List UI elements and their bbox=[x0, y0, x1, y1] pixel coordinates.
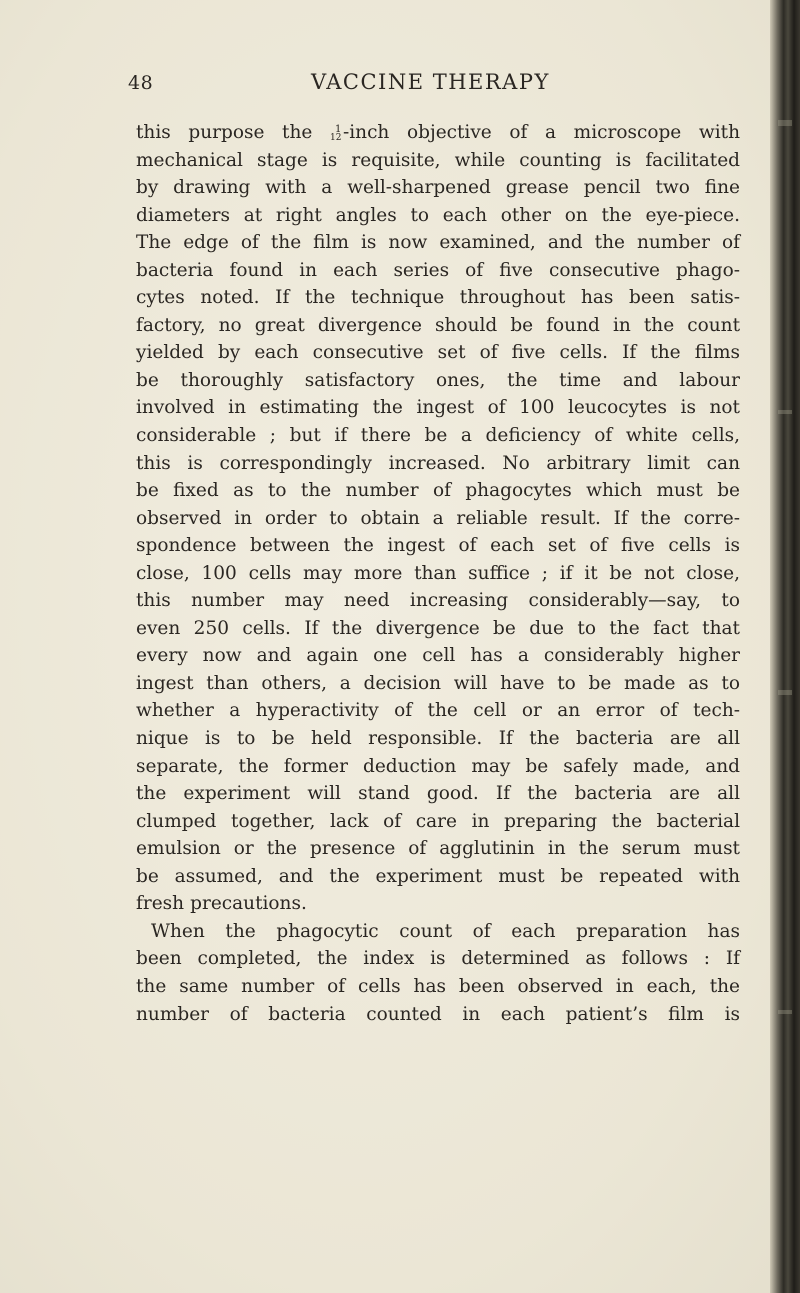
edge-speck bbox=[778, 410, 792, 414]
text-line: mechanical stage is requisite, while counting is facilitated bbox=[136, 149, 740, 171]
text-line-start: this purpose the bbox=[136, 122, 330, 143]
text-line: ingest than others, a decision will have to be made as to bbox=[136, 672, 740, 694]
text-line: be fixed as to the number of phagocytes which must be bbox=[136, 480, 740, 502]
text-line: considerable ; but if there be a deficiency of white cells, bbox=[136, 425, 740, 447]
text-line: The edge of the film is now examined, and the number of bbox=[136, 232, 740, 254]
text-line: be thoroughly satisfactory ones, the time and labour bbox=[136, 369, 740, 391]
text-line: the same number of cells has been observed in each, the bbox=[136, 975, 740, 997]
text-line: number of bacteria counted in each patient’s film is bbox=[136, 1003, 740, 1025]
text-line-end: -inch objective of a microscope with bbox=[342, 122, 740, 143]
text-line: diameters at right angles to each other on the eye-piece. bbox=[136, 204, 740, 226]
text-line: be assumed, and the experiment must be repeated with bbox=[136, 865, 740, 887]
edge-speck bbox=[778, 120, 792, 126]
running-head bbox=[0, 62, 770, 102]
page-edge-shadow bbox=[770, 0, 800, 1293]
text-line: yielded by each consecutive set of five cells. If the films bbox=[136, 342, 740, 364]
page-number: 48 bbox=[128, 72, 154, 94]
text-line: cytes noted. If the technique throughout has been satis- bbox=[136, 287, 740, 309]
paragraph bbox=[136, 119, 740, 918]
text-line: bacteria found in each series of five consecutive phago- bbox=[136, 259, 740, 281]
text-line: even 250 cells. If the divergence be due to the fact that bbox=[136, 617, 740, 639]
body-text bbox=[136, 119, 740, 1028]
text-line: spondence between the ingest of each set of five cells is bbox=[136, 535, 740, 557]
running-title: VACCINE THERAPY bbox=[311, 70, 550, 94]
text-line: factory, no great divergence should be found in the count bbox=[136, 314, 740, 336]
text-line bbox=[136, 119, 740, 147]
text-line: separate, the former deduction may be safely made, and bbox=[136, 755, 740, 777]
text-line: observed in order to obtain a reliable result. If the corre- bbox=[136, 507, 740, 529]
text-line: involved in estimating the ingest of 100 leucocytes is not bbox=[136, 397, 740, 419]
text-line: by drawing with a well-sharpened grease pencil two fine bbox=[136, 177, 740, 199]
text-line: clumped together, lack of care in preparing the bacterial bbox=[136, 810, 740, 832]
text-line: every now and again one cell has a considerably higher bbox=[136, 645, 740, 667]
fraction-one-twelfth bbox=[330, 125, 343, 143]
text-line: When the phagocytic count of each preparation has bbox=[151, 920, 740, 942]
text-line: this is correspondingly increased. No arbitrary limit can bbox=[136, 452, 740, 474]
text-line: nique is to be held responsible. If the bacteria are all bbox=[136, 728, 740, 750]
edge-speck bbox=[778, 690, 792, 695]
fraction-numerator: 1 bbox=[334, 124, 342, 135]
text-line: close, 100 cells may more than suffice ; if it be not close, bbox=[136, 562, 740, 584]
text-line: been completed, the index is determined as follows : If bbox=[136, 948, 740, 970]
fraction-denominator: 12 bbox=[329, 133, 342, 143]
text-line: whether a hyperactivity of the cell or an error of tech- bbox=[136, 700, 740, 722]
text-line: emulsion or the presence of agglutinin in the serum must bbox=[136, 838, 740, 860]
text-line: the experiment will stand good. If the bacteria are all bbox=[136, 783, 740, 805]
edge-speck bbox=[778, 1010, 792, 1014]
text-line: fresh precautions. bbox=[136, 893, 307, 915]
text-line: this number may need increasing considerably—say, to bbox=[136, 590, 740, 612]
paragraph bbox=[136, 918, 740, 1028]
